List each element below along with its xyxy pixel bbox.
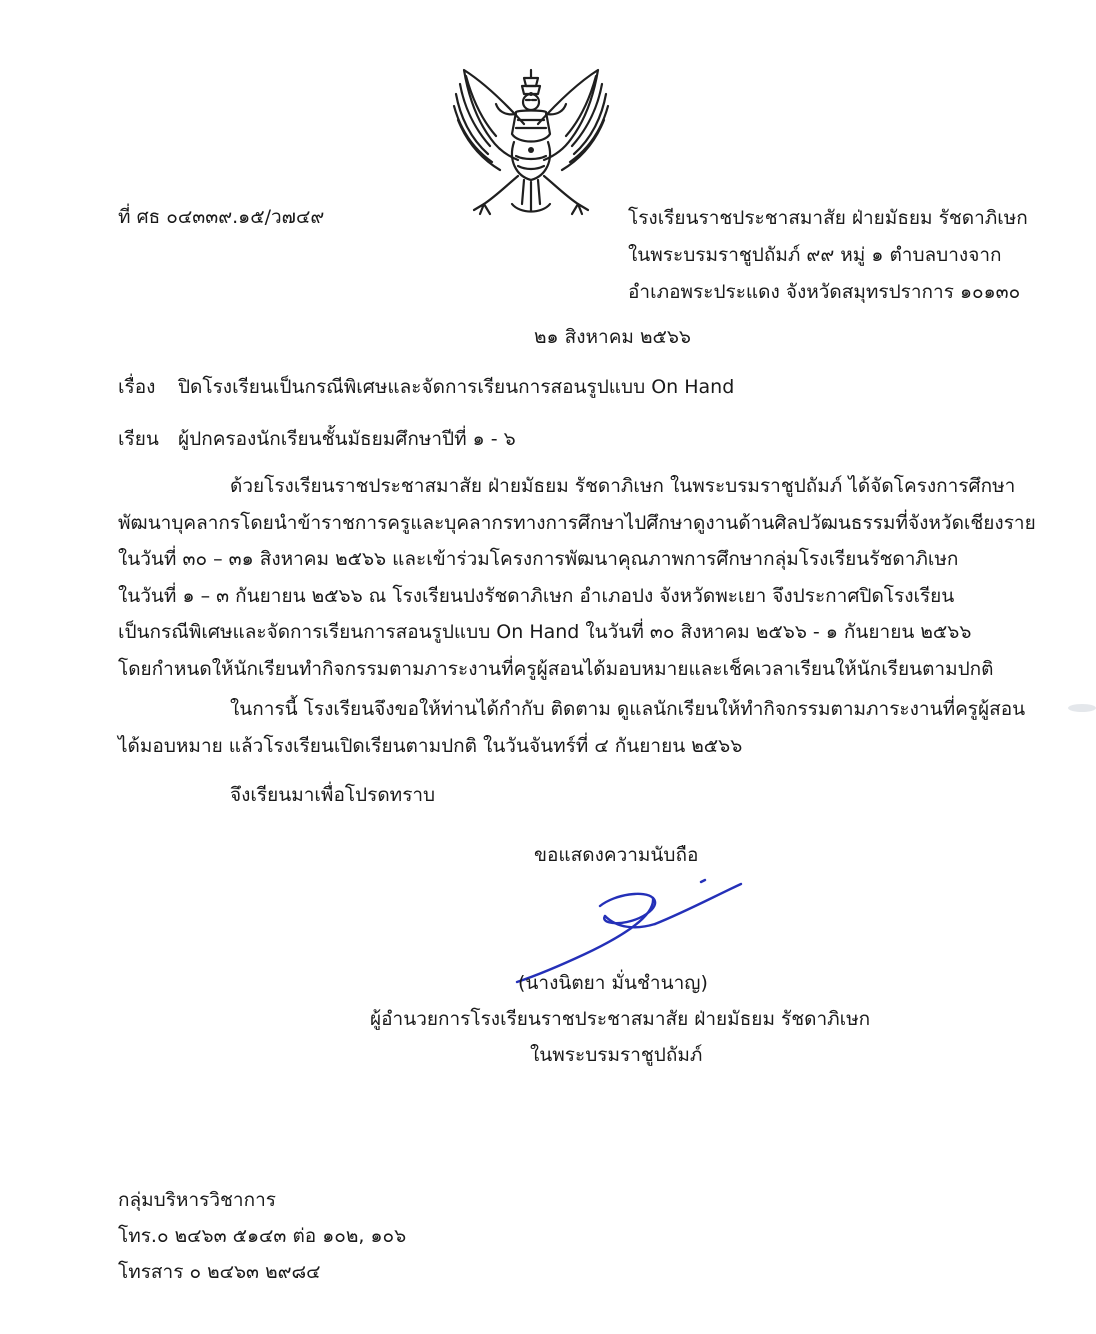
signer-title-continued: ในพระบรมราชูปถัมภ์ — [530, 1044, 703, 1066]
paragraph-2-line: ได้มอบหมาย แล้วโรงเรียนเปิดเรียนตามปกติ ในวันจันทร์ที่ ๔ กันยายน ๒๕๖๖ — [118, 734, 743, 757]
scan-smudge — [1064, 700, 1096, 716]
fax-number: โทรสาร ๐ ๒๔๖๓ ๒๙๘๔ — [118, 1261, 321, 1283]
salutation-text: ผู้ปกครองนักเรียนชั้นมัธยมศึกษาปีที่ ๑ - ๖ — [178, 428, 516, 450]
subject-label: เรื่อง — [118, 376, 156, 398]
salutation-label: เรียน — [118, 428, 159, 450]
reference-number: ที่ ศธ ๐๔๓๓๙.๑๕/ว๗๔๙ — [118, 206, 325, 228]
paragraph-1-line: เป็นกรณีพิเศษและจัดการเรียนการสอนรูปแบบ On Hand ในวันที่ ๓๐ สิงหาคม ๒๕๖๖ - ๑ กันยายน ๒๕๖๖ — [118, 621, 972, 643]
complimentary-close: ขอแสดงความนับถือ — [534, 844, 699, 866]
paragraph-2-line: ในการนี้ โรงเรียนจึงขอให้ท่านได้กำกับ ติดตาม ดูแลนักเรียนให้ทำกิจกรรมตามภาระงานที่ครูผู้สอน — [230, 698, 1026, 720]
subject-line — [118, 372, 734, 402]
phone-number: โทร.๐ ๒๔๖๓ ๕๑๔๓ ต่อ ๑๐๒, ๑๐๖ — [118, 1225, 407, 1247]
paragraph-1-line: โดยกำหนดให้นักเรียนทำกิจกรรมตามภาระงานที่ครูผู้สอนได้มอบหมายและเช็คเวลาเรียนให้นักเรียนตามปกติ — [118, 657, 994, 680]
paragraph-1-line: ในวันที่ ๑ – ๓ กันยายน ๒๕๖๖ ณ โรงเรียนปงรัชดาภิเษก อำเภอปง จังหวัดพะเยา จึงประกาศปิดโรงเรียน — [118, 584, 955, 607]
contact-block — [118, 1182, 406, 1290]
sender-address-line-1: โรงเรียนราชประชาสมาสัย ฝ่ายมัธยม รัชดาภิเษก — [628, 207, 1028, 229]
body-paragraph-1 — [118, 468, 1048, 687]
sender-address-line-2: ในพระบรมราชูปถัมภ์ ๙๙ หมู่ ๑ ตำบลบางจาก — [628, 244, 1002, 266]
salutation-line — [118, 424, 516, 454]
paragraph-1-line: ในวันที่ ๓๐ – ๓๑ สิงหาคม ๒๕๖๖ และเข้าร่วมโครงการพัฒนาคุณภาพการศึกษากลุ่มโรงเรียนรัชดาภิเษก — [118, 548, 959, 570]
garuda-emblem-icon — [446, 64, 616, 234]
paragraph-1-line: พัฒนาบุคลากรโดยนำข้าราชการครูและบุคลากรทางการศึกษาไปศึกษาดูงานด้านศิลปวัฒนธรรมที่จังหวัดเชียงราย — [118, 511, 1036, 534]
paragraph-1-line: ด้วยโรงเรียนราชประชาสมาสัย ฝ่ายมัธยม รัชดาภิเษก ในพระบรมราชูปถัมภ์ ได้จัดโครงการศึกษา — [230, 475, 1016, 497]
body-paragraph-2 — [118, 691, 1048, 764]
subject-text: ปิดโรงเรียนเป็นกรณีพิเศษและจัดการเรียนการสอนรูปแบบ On Hand — [178, 376, 735, 398]
closing-note: จึงเรียนมาเพื่อโปรดทราบ — [230, 784, 436, 806]
signer-title: ผู้อำนวยการโรงเรียนราชประชาสมาสัย ฝ่ายมัธยม รัชดาภิเษก — [370, 1008, 871, 1030]
department-name: กลุ่มบริหารวิชาการ — [118, 1189, 276, 1211]
letter-date: ๒๑ สิงหาคม ๒๕๖๖ — [534, 326, 691, 348]
signer-name: (นางนิตยา มั่นชำนาญ) — [518, 972, 708, 994]
sender-address-line-3: อำเภอพระประแดง จังหวัดสมุทรปราการ ๑๐๑๓๐ — [628, 281, 1021, 303]
